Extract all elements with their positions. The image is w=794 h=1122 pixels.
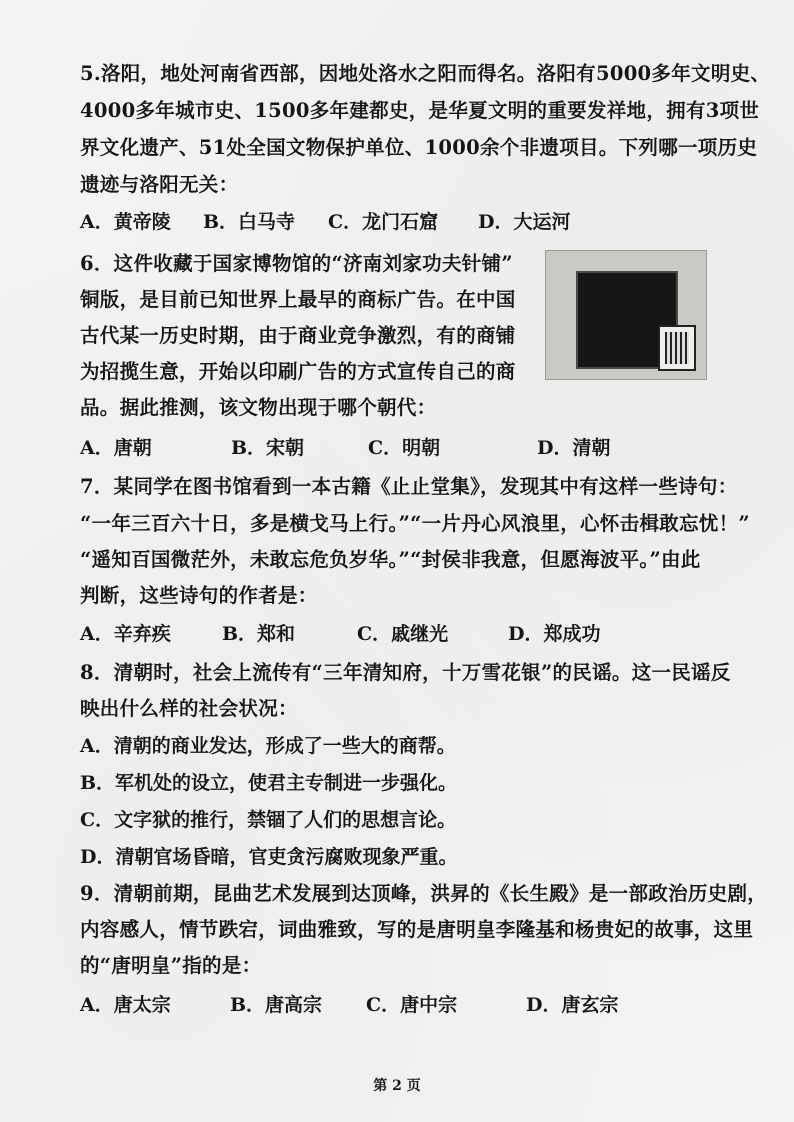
q7-line-4: 判断，这些诗句的作者是： <box>80 584 318 607</box>
q8-option-b: B．军机处的设立，使君主专制进一步强化。 <box>80 772 458 794</box>
q9-line-3: 的“唐明皇”指的是： <box>80 954 262 977</box>
q8-option-a: A．清朝的商业发达，形成了一些大的商帮。 <box>80 735 456 757</box>
q7-line-2: “一年三百六十日，多是横戈马上行。”“一片丹心风浪里，心怀击楫敢忘忧！” <box>80 512 750 535</box>
q8-line-1: 8．清朝时，社会上流传有“三年清知府，十万雪花银”的民谣。这一民谣反 <box>80 661 731 684</box>
q6-line-3: 古代某一历史时期，由于商业竞争激烈，有的商铺 <box>80 324 516 347</box>
q6-option-a: A．唐朝 <box>80 437 152 459</box>
q9-option-c: C．唐中宗 <box>366 994 458 1016</box>
q5-line-4: 遗迹与洛阳无关： <box>80 173 239 196</box>
q5-line-3: 界文化遗产、51处全国文物保护单位、1000余个非遗项目。下列哪一项历史 <box>80 136 758 159</box>
q6-option-c: C．明朝 <box>368 437 441 459</box>
q9-option-b: B．唐高宗 <box>230 994 323 1016</box>
q8-option-c: C．文字狱的推行，禁锢了人们的思想言论。 <box>80 809 457 831</box>
q5-option-b: B．白马寺 <box>203 211 296 233</box>
q9-line-1: 9．清朝前期，昆曲艺术发展到达顶峰，洪昇的《长生殿》是一部政治历史剧， <box>80 882 768 905</box>
q7-option-a: A．辛弃疾 <box>80 623 171 645</box>
q9-option-a: A．唐太宗 <box>80 994 171 1016</box>
q8-option-d: D．清朝官场昏暗，官吏贪污腐败现象严重。 <box>80 846 458 868</box>
page-number: 第 2 页 <box>373 1078 421 1094</box>
q5-option-d: D．大运河 <box>478 211 571 233</box>
q6-line-4: 为招揽生意，开始以印刷广告的方式宣传自己的商 <box>80 360 516 383</box>
q5-option-a: A．黄帝陵 <box>80 211 171 233</box>
copper-plate-photo <box>545 250 707 380</box>
q9-line-2: 内容感人，情节跌宕，词曲雅致，写的是唐明皇李隆基和杨贵妃的故事，这里 <box>80 918 754 941</box>
q9-option-d: D．唐玄宗 <box>526 994 619 1016</box>
q7-option-d: D．郑成功 <box>508 623 601 645</box>
q6-line-5: 品。据此推测，该文物出现于哪个朝代： <box>80 396 437 419</box>
q7-option-b: B．郑和 <box>222 623 296 645</box>
q6-line-1: 6．这件收藏于国家博物馆的“济南刘家功夫针铺” <box>80 252 513 275</box>
q5-line-2: 4000多年城市史、1500多年建都史，是华夏文明的重要发祥地，拥有3项世 <box>80 99 760 122</box>
q8-line-2: 映出什么样的社会状况： <box>80 697 298 720</box>
rabbit-trademark-image <box>658 325 696 371</box>
q5-line-1: 5.洛阳，地处河南省西部，因地处洛水之阳而得名。洛阳有5000多年文明史、 <box>80 62 771 85</box>
q6-option-d: D．清朝 <box>537 437 611 459</box>
q6-line-2: 铜版，是目前已知世界上最早的商标广告。在中国 <box>80 288 516 311</box>
q6-option-b: B．宋朝 <box>231 437 305 459</box>
q7-line-1: 7．某同学在图书馆看到一本古籍《止止堂集》，发现其中有这样一些诗句： <box>80 475 738 498</box>
q7-line-3: “遥知百国微茫外，未敢忘危负岁华。”“封侯非我意，但愿海波平。”由此 <box>80 548 701 571</box>
q5-option-c: C．龙门石窟 <box>328 211 439 233</box>
q7-option-c: C．戚继光 <box>357 623 449 645</box>
